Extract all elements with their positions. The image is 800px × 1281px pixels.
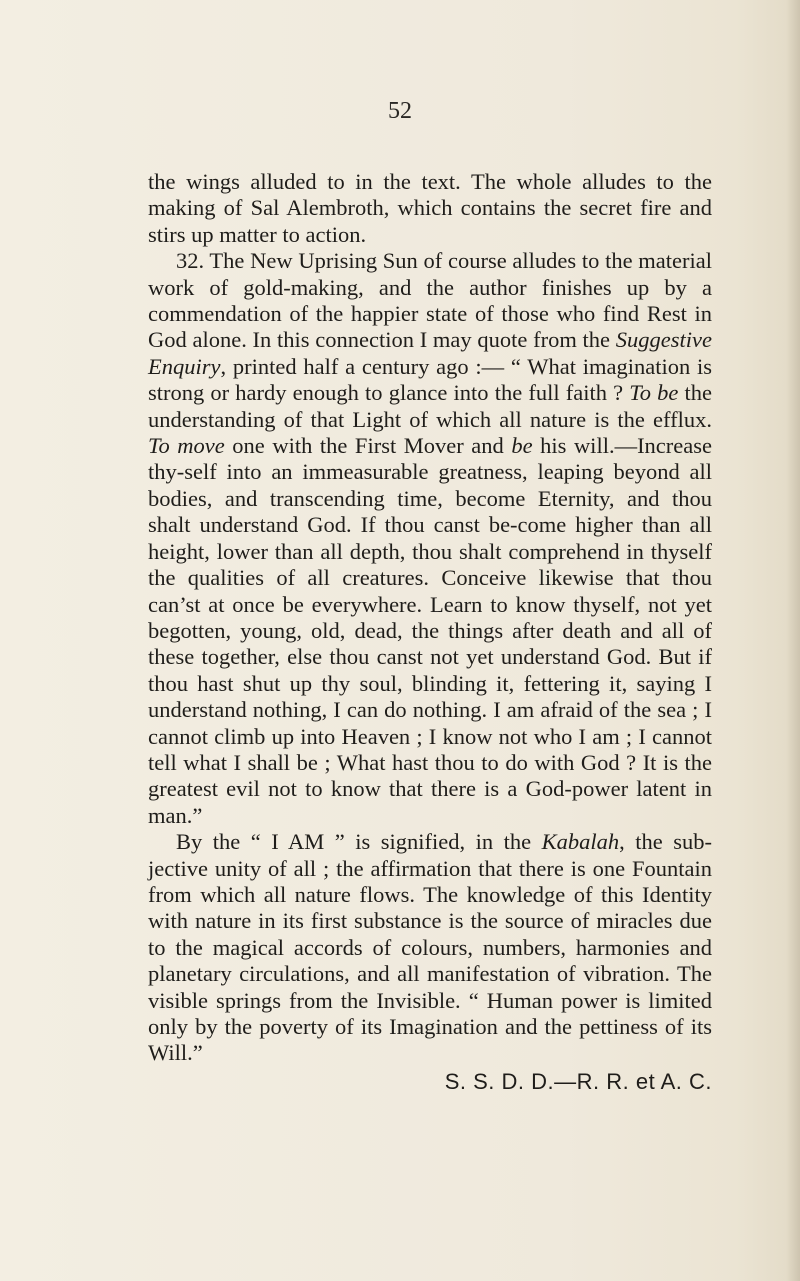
- page-number: 52: [388, 98, 412, 124]
- quote-mid-1: the understanding of that Light of which all nature is the efflux.: [148, 380, 713, 432]
- quote-to-move-to: To: [148, 433, 170, 459]
- quote-be-word-2: be: [511, 433, 533, 459]
- quote-mid-2: one with the First Mover and: [224, 433, 512, 459]
- paragraph-1: the wings alluded to in the text. The whole alludes to the making of Sal Alembroth, which contains the secret fire and stirs up matter to action.: [148, 169, 712, 247]
- i-am-lead: By the “ I AM ” is signified, in the: [176, 829, 542, 855]
- quote-to-word: To: [629, 380, 651, 406]
- paragraph-32-text: 32. The New Uprising Sun of course alludes to the material work of gold-making, and the author finishes up by a commendation of the happier state of those who find Rest in God alone. In this connection I may quote from the: [148, 248, 712, 353]
- quote-be-word: be: [657, 380, 679, 406]
- i-am-rest: , the sub-jective unity of all ; the affirmation that there is one Fountain from which all nature flows. The knowledge of this Identity with nature in its first substance is the source of miracles due to the magical accords of colours, numbers, harmonies and planetary circulations, and all manifestation of vibration. The visible springs from the Invisible. “ Human power is limited only by the poverty of its Imagination and the pettiness of its Will.”: [148, 829, 712, 1066]
- source-tail: , printed half a century ago :—: [220, 353, 505, 379]
- signature: S. S. D. D.—R. R. et A. C.: [444, 1068, 712, 1094]
- paragraph-32: [148, 248, 712, 829]
- paragraph-i-am: [148, 829, 712, 1067]
- kabalah-word: Kabalah: [541, 829, 620, 855]
- quote-opening: “ What imagination is strong or hardy enough to glance into the full faith ?: [148, 353, 713, 406]
- quote-to-move-move: move: [177, 433, 225, 459]
- body-text: [148, 169, 712, 1095]
- source-title: Suggestive Enquiry: [148, 327, 712, 379]
- quote-rest: his will.—Increase thy-self into an immeasurable greatness, leaping beyond all bodies, and transcending time, become Eternity, and thou shalt understand God. If thou canst be-come higher than all height, lower than all depth, thou shalt comprehend in thyself the qualities of all creatures. Conceive likewise that thou can’st at once be everywhere. Learn to know thyself, not yet begotten, young, old, dead, the things after death and all of these together, else thou canst not yet understand God. But if thou hast shut up thy soul, blinding it, fettering it, saying I understand nothing, I can do nothing. I am afraid of the sea ; I cannot climb up into Heaven ; I know not who I am ; I cannot tell what I shall be ; What hast thou to do with God ? It is the greatest evil not to know that there is a God-power latent in man.”: [148, 433, 713, 828]
- page-edge-shadow: [786, 0, 800, 1281]
